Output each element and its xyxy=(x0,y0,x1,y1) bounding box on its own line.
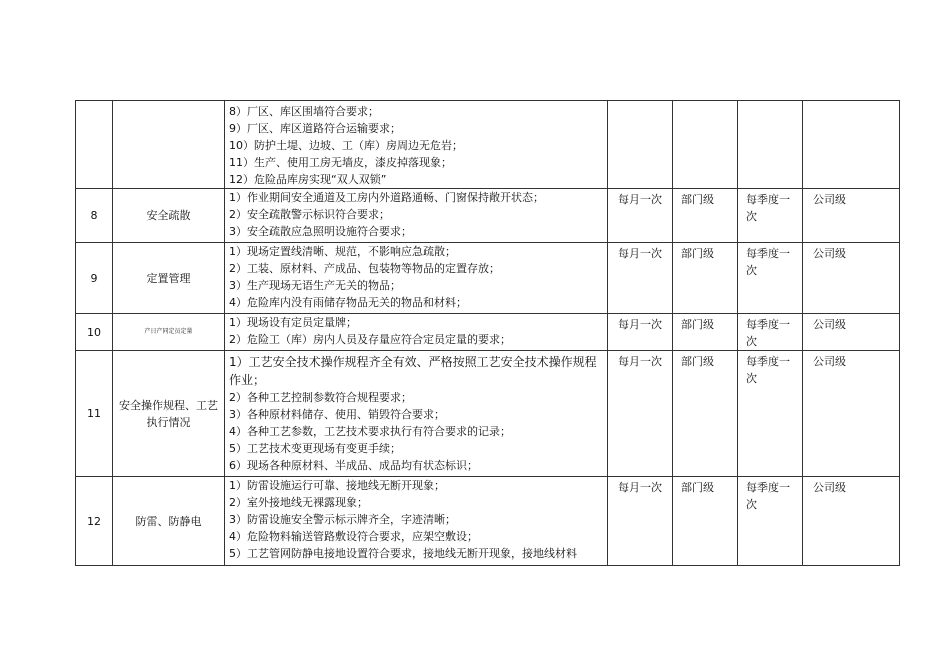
row-number xyxy=(76,101,113,189)
dept-frequency: 每月一次 xyxy=(608,189,673,243)
table-row xyxy=(76,351,900,477)
check-content xyxy=(225,314,608,351)
content-line: 3）安全疏散应急照明设施符合要求； xyxy=(229,225,412,238)
content-line: 2）安全疏散警示标识符合要求； xyxy=(229,208,390,221)
dept-level: 部门级 xyxy=(673,351,738,477)
check-content xyxy=(225,351,608,477)
check-item-name: 安全操作规程、工艺执行情况 xyxy=(113,351,225,477)
content-line: 3）防雷设施安全警示标示牌齐全，字迹清晰； xyxy=(229,513,456,526)
check-item-name: 定置管理 xyxy=(113,243,225,314)
content-line: 4）各种工艺参数，工艺技术要求执行有符合要求的记录； xyxy=(229,425,511,438)
company-frequency: 每季度一次 xyxy=(738,351,803,477)
check-content xyxy=(225,189,608,243)
dept-level: 部门级 xyxy=(673,243,738,314)
dept-frequency: 每月一次 xyxy=(608,314,673,351)
company-frequency: 每季度一次 xyxy=(738,314,803,351)
table-row xyxy=(76,314,900,351)
content-line: 5）工艺管网防静电接地设置符合要求，接地线无断开现象，接地线材料 xyxy=(229,547,577,560)
content-line: 3）各种原材料储存、使用、销毁符合要求； xyxy=(229,408,445,421)
content-line: 2）室外接地线无裸露现象； xyxy=(229,496,368,509)
table-row xyxy=(76,189,900,243)
check-content xyxy=(225,243,608,314)
check-item-name: 产日产同定员定量 xyxy=(113,314,225,351)
content-line: 11）生产、使用工房无墙皮，漆皮掉落现象； xyxy=(229,156,452,169)
company-level: 公司级 xyxy=(803,243,900,314)
dept-frequency: 每月一次 xyxy=(608,351,673,477)
table-row xyxy=(76,477,900,566)
dept-frequency: 每月一次 xyxy=(608,477,673,566)
check-content xyxy=(225,101,608,189)
content-line: 2）工装、原材料、产成品、包装物等物品的定置存放； xyxy=(229,262,500,275)
company-level: 公司级 xyxy=(803,351,900,477)
company-frequency: 每季度一次 xyxy=(738,477,803,566)
content-line: 10）防护土堤、边坡、工（库）房周边无危岩； xyxy=(229,139,463,152)
content-line: 4）危险库内没有雨储存物品无关的物品和材料； xyxy=(229,296,467,309)
company-level xyxy=(803,101,900,189)
inspection-table xyxy=(75,100,900,566)
content-line: 3）生产现场无语生产无关的物品； xyxy=(229,279,401,292)
content-line: 12）危险品库房实现“双人双锁” xyxy=(229,173,387,186)
check-item-name: 安全疏散 xyxy=(113,189,225,243)
content-line: 8）厂区、库区围墙符合要求； xyxy=(229,105,379,118)
check-content xyxy=(225,477,608,566)
dept-level: 部门级 xyxy=(673,477,738,566)
company-frequency: 每季度一次 xyxy=(738,243,803,314)
row-number: 9 xyxy=(76,243,113,314)
company-level: 公司级 xyxy=(803,189,900,243)
dept-level: 部门级 xyxy=(673,189,738,243)
row-number: 8 xyxy=(76,189,113,243)
row-number: 11 xyxy=(76,351,113,477)
table-row xyxy=(76,101,900,189)
company-level: 公司级 xyxy=(803,314,900,351)
dept-frequency xyxy=(608,101,673,189)
content-line: 1）工艺安全技术操作规程齐全有效、严格按照工艺安全技术操作规程作业； xyxy=(229,355,597,387)
table-row xyxy=(76,243,900,314)
dept-level xyxy=(673,101,738,189)
check-item-name: 防雷、防静电 xyxy=(113,477,225,566)
content-line: 9）厂区、库区道路符合运输要求； xyxy=(229,122,401,135)
content-line: 1）现场设有定员定量牌； xyxy=(229,316,357,329)
content-line: 1）现场定置线清晰、规范，不影响应急疏散； xyxy=(229,245,456,258)
company-frequency xyxy=(738,101,803,189)
company-level: 公司级 xyxy=(803,477,900,566)
company-frequency: 每季度一次 xyxy=(738,189,803,243)
check-item-name xyxy=(113,101,225,189)
row-number: 12 xyxy=(76,477,113,566)
content-line: 1）防雷设施运行可靠、接地线无断开现象； xyxy=(229,479,445,492)
row-number: 10 xyxy=(76,314,113,351)
content-line: 6）现场各种原材料、半成品、成品均有状态标识； xyxy=(229,459,478,472)
content-line: 2）各种工艺控制参数符合规程要求； xyxy=(229,391,412,404)
content-line: 2）危险工（库）房内人员及存量应符合定员定量的要求； xyxy=(229,333,511,346)
dept-level: 部门级 xyxy=(673,314,738,351)
content-line: 4）危险物料输送管路敷设符合要求，应架空敷设； xyxy=(229,530,478,543)
content-line: 5）工艺技术变更现场有变更手续； xyxy=(229,442,401,455)
content-line: 1）作业期间安全通道及工房内外道路通畅、门窗保持敞开状态； xyxy=(229,191,544,204)
dept-frequency: 每月一次 xyxy=(608,243,673,314)
